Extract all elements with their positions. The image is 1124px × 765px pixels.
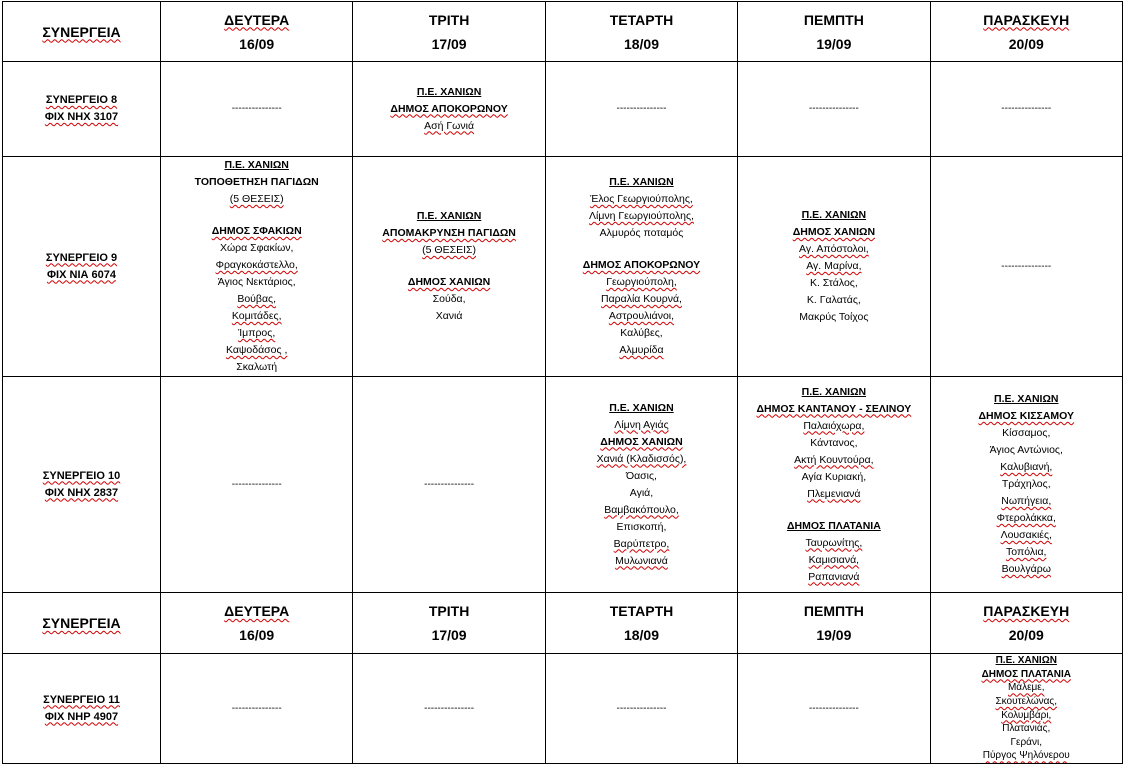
- cell-tue: [353, 157, 545, 377]
- cell-line: ΔΗΜΟΣ ΠΛΑΤΑΝΙΑ: [981, 668, 1071, 680]
- cell-line: Αγία Κυριακή,: [801, 470, 867, 483]
- cell-fri: [930, 377, 1122, 593]
- cell-tue-empty: ---------------: [353, 377, 545, 593]
- workshop-name: ΣΥΝΕΡΓΕΙΟ 9: [45, 251, 118, 264]
- header-day-thu: [738, 2, 930, 62]
- cell-fri-empty: ---------------: [930, 62, 1122, 157]
- header-day-tue: [353, 2, 545, 62]
- cell-line: Άγιος Νεκτάριος,: [217, 276, 296, 288]
- cell-line: ΤΟΠΟΘΕΤΗΣΗ ΠΑΓΙΔΩΝ: [194, 176, 319, 188]
- cell-line: Π.Ε. ΧΑΝΙΩΝ: [416, 210, 482, 222]
- cell-line: Έλος Γεωργιούπολης,: [590, 193, 693, 205]
- cell-line: Τοπόλια,: [1006, 546, 1047, 558]
- cell-line: Πύργος Ψηλόνερου: [982, 750, 1070, 762]
- cell-wed: [545, 157, 737, 377]
- cell-line: Καμισιανά,: [808, 553, 860, 566]
- cell-line: ΔΗΜΟΣ ΚΑΝΤΑΝΟΥ - ΣΕΛΙΝΟΥ: [756, 402, 912, 415]
- cell-line: ΑΠΟΜΑΚΡΥΝΣΗ ΠΑΓΙΔΩΝ: [382, 227, 516, 239]
- cell-line: ΔΗΜΟΣ ΣΦΑΚΙΩΝ: [211, 225, 302, 237]
- cell-wed-empty: ---------------: [545, 62, 737, 157]
- cell-line: ΔΗΜΟΣ ΧΑΝΙΩΝ: [792, 226, 876, 238]
- schedule-table-1: [2, 1, 1123, 593]
- cell-mon-empty: ---------------: [161, 62, 353, 157]
- cell-line: ΔΗΜΟΣ ΧΑΝΙΩΝ: [407, 276, 491, 288]
- cell-line: Π.Ε. ΧΑΝΙΩΝ: [801, 385, 867, 398]
- cell-line: Άγιος Αντώνιος,: [989, 444, 1063, 456]
- header-day-wed: [545, 2, 737, 62]
- day-date: 16/09: [239, 627, 275, 643]
- day-name: ΠΕΜΠΤΗ: [803, 11, 864, 28]
- workshop-plate: ΦΙΧ ΝΙΑ 6074: [47, 268, 116, 281]
- cell-tue-empty: ---------------: [353, 654, 545, 764]
- workshop-plate: ΦΙΧ ΝΗΡ 4907: [44, 710, 119, 723]
- cell-line: Σκαλωτή: [236, 361, 278, 373]
- workshop-row-11: [3, 654, 1123, 764]
- cell-line: Αγ. Απόστολοι,: [799, 243, 869, 255]
- cell-mon-empty: ---------------: [161, 377, 353, 593]
- header-row: [3, 593, 1123, 654]
- row-label-cell: [3, 654, 161, 764]
- day-date: 16/09: [239, 35, 275, 52]
- cell-line: Ασή Γωνιά: [424, 119, 475, 132]
- day-name: ΤΡΙΤΗ: [428, 603, 470, 619]
- day-name: ΔΕΥΤΕΡΑ: [224, 11, 290, 28]
- day-name: ΤΕΤΑΡΤΗ: [609, 603, 674, 619]
- cell-line: Βαρύπετρο,: [613, 537, 670, 550]
- workshop-name: ΣΥΝΕΡΓΕΙΟ 10: [42, 469, 121, 482]
- day-date: 20/09: [1008, 35, 1044, 52]
- header-day-mon: [161, 593, 353, 654]
- day-date: 18/09: [623, 627, 659, 643]
- cell-line: Κάντανος,: [810, 436, 858, 449]
- cell-line: Π.Ε. ΧΑΝΙΩΝ: [224, 159, 289, 171]
- cell-mon: [161, 157, 353, 377]
- cell-line: Βούβας,: [237, 293, 277, 305]
- cell-line: Πλατανιάς,: [1002, 723, 1051, 735]
- day-name: ΠΑΡΑΣΚΕΥΗ: [983, 11, 1070, 28]
- cell-line: ΔΗΜΟΣ ΑΠΟΚΟΡΩΝΟΥ: [390, 102, 508, 115]
- cell-line: Μάλεμε,: [1007, 682, 1045, 694]
- cell-line: Αλμυρίδα: [619, 344, 664, 356]
- day-name: ΤΕΤΑΡΤΗ: [609, 11, 674, 28]
- cell-line: Π.Ε. ΧΑΝΙΩΝ: [416, 85, 482, 98]
- cell-line: Κ. Γαλατάς,: [806, 294, 861, 306]
- row-label-cell: [3, 377, 161, 593]
- cell-fri: [930, 654, 1122, 764]
- cell-tue: [353, 62, 545, 157]
- cell-line: Τράχηλος,: [1001, 478, 1051, 490]
- day-name: ΤΡΙΤΗ: [428, 11, 470, 28]
- header-day-wed: [545, 593, 737, 654]
- day-date: 19/09: [816, 627, 852, 643]
- day-date: 20/09: [1008, 627, 1044, 643]
- day-date: 19/09: [816, 35, 852, 52]
- workshop-row-10: [3, 377, 1123, 593]
- cell-wed-empty: ---------------: [545, 654, 737, 764]
- cell-thu: [738, 157, 930, 377]
- cell-line: ΔΗΜΟΣ ΠΛΑΤΑΝΙΑ: [786, 519, 881, 532]
- cell-line: Αστρουλιάνοι,: [608, 310, 675, 322]
- row-label-cell: [3, 62, 161, 157]
- cell-line: Επισκοπή,: [616, 520, 667, 533]
- cell-line: Π.Ε. ΧΑΝΙΩΝ: [609, 176, 674, 188]
- cell-line: Κίσσαμος,: [1002, 427, 1051, 439]
- cell-line: Παλαιόχωρα,: [803, 419, 865, 432]
- cell-line: Χανιά (Κλαδισσός),: [596, 452, 687, 465]
- cell-line: Κολυμβάρι,: [1001, 709, 1052, 721]
- cell-line: Καλύβες,: [620, 327, 663, 339]
- cell-line: Λουσακιές,: [1000, 529, 1052, 541]
- cell-line: Γεράνι,: [1010, 736, 1042, 748]
- schedule-table-2: [2, 592, 1123, 764]
- cell-line: ΔΗΜΟΣ ΧΑΝΙΩΝ: [600, 435, 683, 448]
- cell-thu-empty: ---------------: [738, 654, 930, 764]
- cell-line: Χώρα Σφακίων,: [219, 242, 294, 254]
- cell-line: (5 ΘΕΣΕΙΣ): [229, 193, 284, 205]
- cell-line: ΔΗΜΟΣ ΑΠΟΚΟΡΩΝΟΥ: [582, 259, 701, 271]
- cell-thu-empty: ---------------: [738, 62, 930, 157]
- cell-line: Μυλωνιανά: [615, 554, 668, 567]
- cell-line: Χανιά: [435, 310, 463, 322]
- row-label-cell: [3, 157, 161, 377]
- header-day-fri: [930, 2, 1122, 62]
- cell-line: Πλεμενιανά: [807, 487, 861, 500]
- cell-line: Σκουτελώνας,: [995, 695, 1058, 707]
- cell-line: Π.Ε. ΧΑΝΙΩΝ: [609, 401, 674, 414]
- cell-line: Ταυρωνίτης,: [805, 536, 863, 549]
- day-name: ΔΕΥΤΕΡΑ: [224, 603, 290, 619]
- cell-line: Π.Ε. ΧΑΝΙΩΝ: [995, 655, 1057, 667]
- cell-line: Αγ. Μαρίνα,: [806, 260, 862, 272]
- day-date: 17/09: [431, 35, 467, 52]
- header-workshops-cell: [3, 593, 161, 654]
- day-date: 17/09: [431, 627, 467, 643]
- cell-line: Σούδα,: [432, 293, 466, 305]
- cell-line: (5 ΘΕΣΕΙΣ): [422, 244, 476, 256]
- header-row: [3, 2, 1123, 62]
- header-workshops: ΣΥΝΕΡΓΕΙΑ: [42, 23, 121, 40]
- cell-line: Λίμνη Γεωργιούπολης,: [588, 210, 694, 222]
- cell-line: Π.Ε. ΧΑΝΙΩΝ: [994, 393, 1059, 405]
- cell-line: Κ. Στάλος,: [809, 277, 858, 289]
- cell-line: Καλυβιανή,: [1000, 461, 1053, 473]
- cell-line: Γεωργιούπολη,: [606, 276, 677, 288]
- workshop-name: ΣΥΝΕΡΓΕΙΟ 11: [43, 693, 120, 706]
- cell-line: Αλμυρός ποταμός: [599, 227, 684, 239]
- day-name: ΠΑΡΑΣΚΕΥΗ: [983, 603, 1070, 619]
- cell-line: Όασις,: [625, 469, 657, 482]
- header-workshops: ΣΥΝΕΡΓΕΙΑ: [42, 615, 121, 631]
- cell-line: Ίμπρος,: [238, 327, 276, 339]
- header-day-mon: [161, 2, 353, 62]
- cell-mon-empty: ---------------: [161, 654, 353, 764]
- cell-line: Βαμβακόπουλο,: [604, 503, 679, 516]
- cell-fri-empty: ---------------: [930, 157, 1122, 377]
- cell-line: Παραλία Κουρνά,: [601, 293, 682, 305]
- cell-thu: [738, 377, 930, 593]
- cell-wed: [545, 377, 737, 593]
- header-day-fri: [930, 593, 1122, 654]
- cell-line: Λίμνη Αγιάς: [614, 418, 669, 431]
- cell-line: Αγιά,: [629, 486, 654, 499]
- cell-line: ΔΗΜΟΣ ΚΙΣΣΑΜΟΥ: [978, 410, 1075, 422]
- workshop-name: ΣΥΝΕΡΓΕΙΟ 8: [45, 94, 118, 106]
- cell-line: Φραγκοκάστελλο,: [215, 259, 298, 271]
- cell-line: Ακτή Κουντούρα,: [794, 453, 874, 466]
- header-day-tue: [353, 593, 545, 654]
- workshop-row-8: [3, 62, 1123, 157]
- cell-line: Φτερολάκκα,: [996, 512, 1056, 524]
- day-name: ΠΕΜΠΤΗ: [803, 603, 864, 619]
- cell-line: Καψοδάσος ,: [225, 344, 288, 356]
- cell-line: Μακρύς Τοίχος: [799, 311, 869, 323]
- cell-line: Κομιτάδες,: [231, 310, 282, 322]
- workshop-plate: ΦΙΧ ΝΗΧ 3107: [44, 111, 119, 123]
- workshop-row-9: [3, 157, 1123, 377]
- header-workshops-cell: [3, 2, 161, 62]
- cell-line: Βουλγάρω: [1001, 563, 1051, 575]
- header-day-thu: [738, 593, 930, 654]
- cell-line: Π.Ε. ΧΑΝΙΩΝ: [801, 209, 867, 221]
- day-date: 18/09: [623, 35, 659, 52]
- workshop-plate: ΦΙΧ ΝΗΧ 2837: [44, 486, 119, 499]
- cell-line: Νωπήγεια,: [1001, 495, 1052, 507]
- cell-line: Ραπανιανά: [808, 570, 860, 583]
